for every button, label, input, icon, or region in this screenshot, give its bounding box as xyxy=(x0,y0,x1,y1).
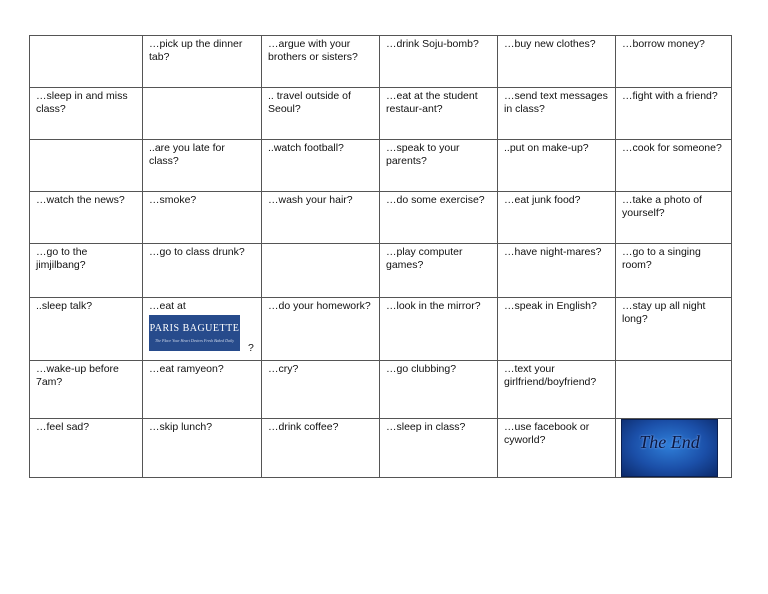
the-end-text: The End xyxy=(639,432,700,452)
grid-cell: …play computer games? xyxy=(380,244,498,298)
paris-baguette-logo xyxy=(149,315,240,351)
grid-row xyxy=(30,244,732,298)
grid-cell: …smoke? xyxy=(143,192,262,244)
grid-cell: .. travel outside of Seoul? xyxy=(262,88,380,140)
grid-cell: …speak in English? xyxy=(498,298,616,361)
grid-row xyxy=(30,298,732,361)
grid-cell: …go to a singing room? xyxy=(616,244,732,298)
logo-tagline: The Place Your Heart Desires Fresh Baked Daily xyxy=(155,338,234,343)
grid-cell: ..sleep talk? xyxy=(30,298,143,361)
grid-cell: …sleep in and miss class? xyxy=(30,88,143,140)
grid-cell: …take a photo of yourself? xyxy=(616,192,732,244)
grid-cell: …look in the mirror? xyxy=(380,298,498,361)
grid-cell xyxy=(616,419,732,478)
grid-row xyxy=(30,419,732,478)
logo-wrapper xyxy=(149,315,256,354)
grid-cell: …wash your hair? xyxy=(262,192,380,244)
grid-cell: …drink coffee? xyxy=(262,419,380,478)
grid-cell: …buy new clothes? xyxy=(498,36,616,88)
grid-cell: …stay up all night long? xyxy=(616,298,732,361)
bingo-grid xyxy=(29,35,732,478)
grid-cell: …eat at the student restaur-ant? xyxy=(380,88,498,140)
grid-cell: …sleep in class? xyxy=(380,419,498,478)
grid-cell: …feel sad? xyxy=(30,419,143,478)
grid-cell: ..are you late for class? xyxy=(143,140,262,192)
grid-row xyxy=(30,36,732,88)
grid-row xyxy=(30,361,732,419)
grid-cell: ..watch football? xyxy=(262,140,380,192)
grid-cell: …cook for someone? xyxy=(616,140,732,192)
grid-cell: ..put on make-up? xyxy=(498,140,616,192)
grid-row xyxy=(30,140,732,192)
logo-text: PARIS BAGUETTE xyxy=(149,323,240,334)
grid-cell: …do some exercise? xyxy=(380,192,498,244)
logo-suffix: ? xyxy=(248,342,254,354)
grid-cell: …eat junk food? xyxy=(498,192,616,244)
grid-cell: …fight with a friend? xyxy=(616,88,732,140)
grid-cell: …go to class drunk? xyxy=(143,244,262,298)
grid-cell: …send text messages in class? xyxy=(498,88,616,140)
grid-cell: …do your homework? xyxy=(262,298,380,361)
grid-cell: …speak to your parents? xyxy=(380,140,498,192)
grid-cell: …skip lunch? xyxy=(143,419,262,478)
grid-cell: …watch the news? xyxy=(30,192,143,244)
grid-cell xyxy=(616,361,732,419)
grid-cell xyxy=(30,140,143,192)
the-end-image xyxy=(621,419,718,477)
grid-cell: …go to the jimjilbang? xyxy=(30,244,143,298)
grid-cell: …pick up the dinner tab? xyxy=(143,36,262,88)
grid-cell xyxy=(262,244,380,298)
grid-cell: …go clubbing? xyxy=(380,361,498,419)
grid-row xyxy=(30,192,732,244)
grid-cell: …wake-up before 7am? xyxy=(30,361,143,419)
grid-cell xyxy=(30,36,143,88)
grid-row xyxy=(30,88,732,140)
grid-cell: …have night-mares? xyxy=(498,244,616,298)
grid-cell: …argue with your brothers or sisters? xyxy=(262,36,380,88)
grid-body xyxy=(30,36,732,478)
grid-cell xyxy=(143,88,262,140)
grid-cell: …borrow money? xyxy=(616,36,732,88)
grid-cell: …eat ramyeon? xyxy=(143,361,262,419)
grid-cell: …cry? xyxy=(262,361,380,419)
grid-cell: …drink Soju-bomb? xyxy=(380,36,498,88)
grid-cell: …eat at PARIS BAGUETTE The Place Your Heart Desires Fresh Baked Daily ? xyxy=(143,298,262,361)
grid-cell: …text your girlfriend/boyfriend? xyxy=(498,361,616,419)
grid-cell: …use facebook or cyworld? xyxy=(498,419,616,478)
